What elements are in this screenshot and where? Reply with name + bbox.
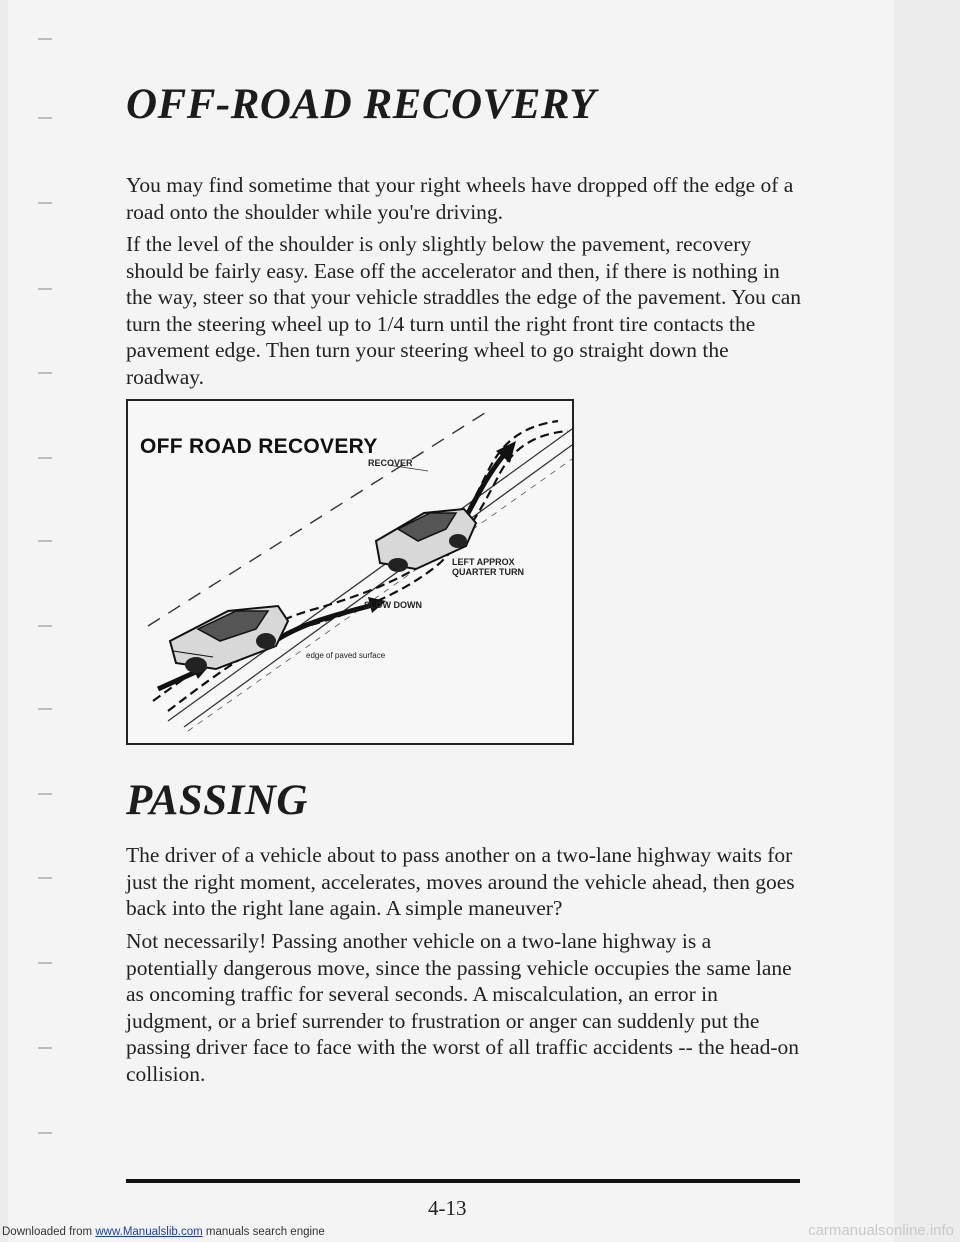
paragraph: Not necessarily! Passing another vehicle on a two-lane highway is a potentially dangerous move, since the passing vehicle occupies the same lane as oncoming traffic for several seconds. A miscalculation, an error in judgment, or a brief surrender to frustration or anger can suddenly put the passing driver face to face with the worst of all traffic accidents -- the head-on collision. [126,929,799,1086]
label-slow-down: SLOW DOWN [364,600,422,610]
manual-page [8,0,894,1242]
margin-mark [38,793,52,795]
margin-mark [38,202,52,204]
margin-mark [38,962,52,964]
section-title-off-road-recovery: OFF-ROAD RECOVERY [126,81,597,128]
label-recover: RECOVER [368,458,413,468]
margin-mark [38,877,52,879]
pavement-edge-line [184,445,572,727]
footer-rule [126,1179,800,1183]
margin-mark [38,372,52,374]
path-arrow [158,671,198,689]
margin-mark [38,117,52,119]
paragraph: The driver of a vehicle about to pass another on a two-lane highway waits for just the right moment, accelerates, moves around the vehicle ahead, then goes back into the right lane again. A simple maneuver? [126,843,795,920]
margin-mark [38,708,52,710]
figure-title: OFF ROAD RECOVERY [140,435,378,458]
download-source: Downloaded from www.Manualslib.com manuals search engine [2,1226,325,1238]
label-edge-of-paved-surface: edge of paved surface [306,651,386,660]
watermark: carmanualsonline.info [808,1222,954,1239]
paragraph: If the level of the shoulder is only slightly below the pavement, recovery should be fairly easy. Ease off the accelerator and then, if there is nothing in the way, steer so that your vehicle straddles the edge of the pavement. You can turn the steering wheel up to 1/4 turn until the right front tire contacts the pavement edge. Then turn your steering wheel to go straight down the roadway. [126,232,802,389]
off-road-recovery-illustration [126,399,574,745]
section-title-passing: PASSING [126,777,308,824]
margin-mark [38,38,52,40]
page-number: 4-13 [428,1196,467,1220]
margin-mark [38,457,52,459]
margin-mark [38,288,52,290]
margin-mark [38,540,52,542]
manualslib-link[interactable]: www.Manualslib.com [95,1226,203,1238]
label-left-turn: LEFT APPROX QUARTER TURN [452,557,524,577]
shoulder-hatch [188,459,572,731]
margin-mark [38,1132,52,1134]
paragraph: You may find sometime that your right wheels have dropped off the edge of a road onto the shoulder while you're driving. [126,173,794,224]
margin-mark [38,1047,52,1049]
margin-mark [38,625,52,627]
car-icon [170,606,288,673]
